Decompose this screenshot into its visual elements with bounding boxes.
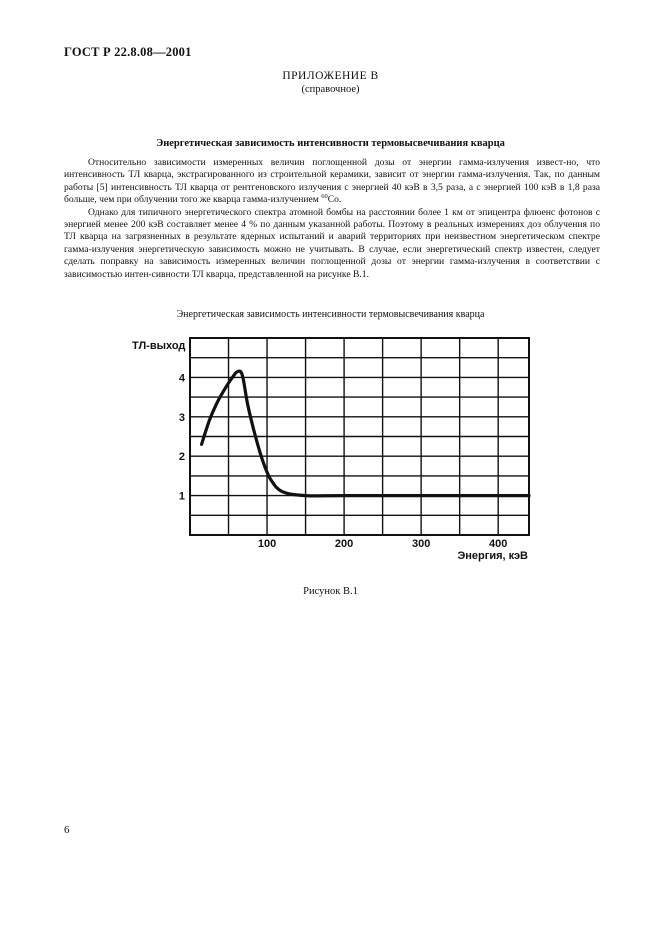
tl-energy-chart (120, 330, 550, 568)
y-axis-label: ТЛ-выход (132, 340, 186, 352)
x-tick-label: 400 (489, 538, 508, 550)
chart-series (202, 371, 529, 496)
section-title: Энергетическая зависимость интенсивности термовысвечивания кварца (156, 138, 505, 149)
figure-title: Энергетическая зависимость интенсивности термовысвечивания кварца (176, 309, 485, 320)
appendix-subtitle: (справочное) (301, 84, 360, 95)
paragraph-1-end: Co. (327, 194, 342, 206)
series-line-tl-yield (202, 371, 529, 496)
paragraph-1-text: Относительно зависимости измеренных величин поглощенной дозы от энергии гамма-излучения извест-но, что интенсивность ТЛ кварца, экстрагированного из строительной керамики, зависит от энергии гамма-излучения. Так, по данным работы [5] интенсивность ТЛ кварца от рентгеновского излучения с энергией 40 кэВ в 3,5 раза, а с энергией 100 кэВ в 1,8 раза больше, чем при облучении того же кварца гамма-излучением (64, 157, 600, 206)
x-axis-label: Энергия, кэВ (457, 550, 528, 562)
y-tick-label: 3 (178, 411, 185, 424)
y-tick-label: 2 (178, 451, 185, 464)
x-tick-label: 200 (334, 538, 354, 550)
appendix-title: ПРИЛОЖЕНИЕ В (282, 70, 379, 82)
isotope-mass-number: 60 (321, 193, 328, 201)
y-tick-label: 1 (178, 490, 185, 503)
chart-grid (190, 338, 529, 535)
document-code: ГОСТ Р 22.8.08—2001 (64, 45, 192, 59)
page-number: 6 (64, 824, 70, 836)
paragraph-2: Однако для типичного энергетического спектра атомной бомбы на расстоянии более 1 км от эпицентра флюенс фотонов с энергией менее 200 кэВ составляет менее 4 % по данным указанной работы. Поэтому в реальных измерениях доз облучения по ТЛ кварца на загрязненных в результате ядерных испытаний и аварий территориях при неизвестном энергетическом спектре гамма-излучения энергетическую зависимость можно не учитывать. В случае, если энергетический спектр известен, следует сделать поправку на зависимость измеренных величин поглощенной дозы от энергии гамма-излучения в соответствии с зависимостью интен-сивности ТЛ кварца, представленной на рисунке В.1. (64, 206, 600, 280)
y-tick-label: 4 (178, 372, 185, 385)
x-tick-label: 300 (411, 538, 431, 550)
figure-caption: Рисунок В.1 (303, 586, 358, 597)
body-text (64, 157, 600, 281)
x-tick-label: 100 (257, 538, 277, 550)
paragraph-1 (64, 157, 600, 207)
